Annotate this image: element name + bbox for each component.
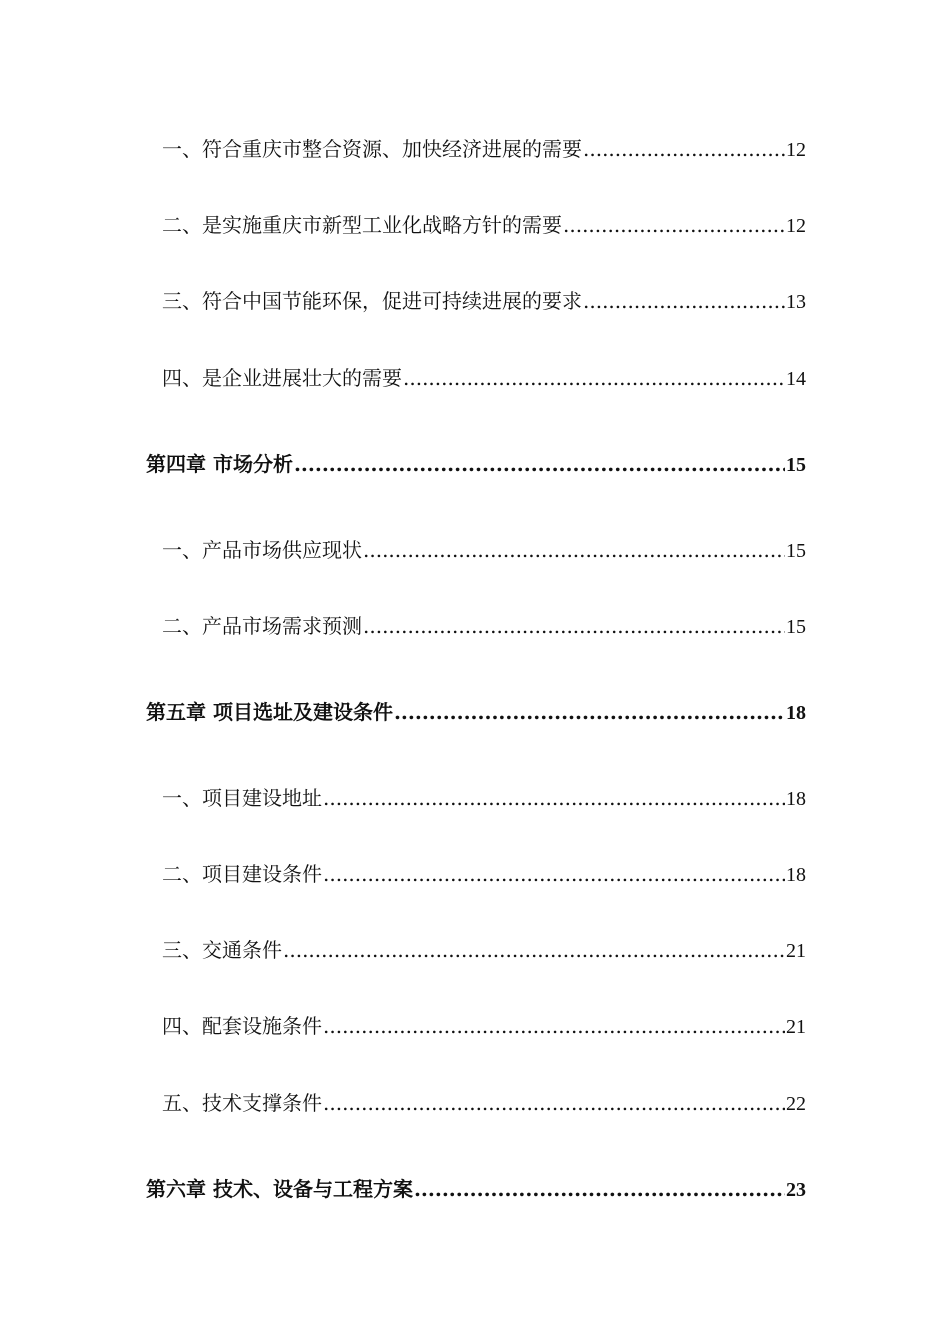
toc-entry[interactable] bbox=[162, 935, 806, 965]
toc-entry[interactable] bbox=[162, 535, 806, 565]
toc-dot-leader bbox=[294, 449, 785, 479]
toc-entry[interactable] bbox=[162, 1088, 806, 1118]
toc-entry[interactable] bbox=[162, 611, 806, 641]
toc-page-number: 21 bbox=[786, 1016, 806, 1038]
toc-page-number: 14 bbox=[786, 368, 806, 390]
toc-page-number: 22 bbox=[786, 1093, 806, 1115]
toc-page-number: 12 bbox=[786, 215, 806, 237]
toc-chapter-entry[interactable] bbox=[146, 449, 806, 479]
toc-dot-leader bbox=[323, 859, 785, 889]
toc-dot-leader bbox=[563, 210, 785, 240]
toc-entry[interactable] bbox=[162, 286, 806, 316]
toc-dot-leader bbox=[403, 363, 785, 393]
toc-entry-title: 一、符合重庆市整合资源、加快经济进展的需要 bbox=[162, 137, 582, 161]
toc-page-number: 15 bbox=[786, 540, 806, 562]
toc-entry-title: 三、符合中国节能环保，促进可持续进展的要求 bbox=[162, 289, 582, 313]
toc-entry[interactable] bbox=[162, 363, 806, 393]
toc-chapter-title: 第五章 项目选址及建设条件 bbox=[146, 700, 393, 724]
toc-page-number: 15 bbox=[786, 616, 806, 638]
toc-chapter-entry[interactable] bbox=[146, 1174, 806, 1204]
toc-entry[interactable] bbox=[162, 1011, 806, 1041]
toc-dot-leader bbox=[414, 1174, 785, 1204]
toc-entry[interactable] bbox=[162, 859, 806, 889]
toc-page-number: 21 bbox=[786, 940, 806, 962]
toc-page-number: 18 bbox=[786, 864, 806, 886]
toc-dot-leader bbox=[583, 134, 785, 164]
toc-entry-title: 五、技术支撑条件 bbox=[162, 1091, 322, 1115]
toc-entry[interactable] bbox=[162, 210, 806, 240]
toc-page-number: 13 bbox=[786, 291, 806, 313]
toc-entry-title: 一、产品市场供应现状 bbox=[162, 538, 362, 562]
toc-page-number: 18 bbox=[786, 788, 806, 810]
toc-page-number: 23 bbox=[786, 1179, 806, 1201]
toc-entry-title: 二、是实施重庆市新型工业化战略方针的需要 bbox=[162, 213, 562, 237]
toc-entry-title: 一、项目建设地址 bbox=[162, 786, 322, 810]
toc-chapter-title: 第四章 市场分析 bbox=[146, 452, 293, 476]
toc-entry-title: 三、交通条件 bbox=[162, 938, 282, 962]
toc-dot-leader bbox=[323, 1088, 785, 1118]
toc-page-number: 15 bbox=[786, 454, 806, 476]
toc-entry-title: 二、项目建设条件 bbox=[162, 862, 322, 886]
toc-dot-leader bbox=[363, 611, 785, 641]
toc-dot-leader bbox=[363, 535, 785, 565]
toc-entry-title: 四、配套设施条件 bbox=[162, 1014, 322, 1038]
toc-entry[interactable] bbox=[162, 783, 806, 813]
toc-entry-title: 四、是企业进展壮大的需要 bbox=[162, 366, 402, 390]
toc-chapter-entry[interactable] bbox=[146, 697, 806, 727]
toc-dot-leader bbox=[394, 697, 785, 727]
toc-entry-title: 二、产品市场需求预测 bbox=[162, 614, 362, 638]
toc-chapter-title: 第六章 技术、设备与工程方案 bbox=[146, 1177, 413, 1201]
toc-page-number: 18 bbox=[786, 702, 806, 724]
toc-page-number: 12 bbox=[786, 139, 806, 161]
toc-entry[interactable] bbox=[162, 134, 806, 164]
toc-dot-leader bbox=[283, 935, 785, 965]
toc-dot-leader bbox=[323, 1011, 785, 1041]
toc-dot-leader bbox=[583, 286, 785, 316]
toc-dot-leader bbox=[323, 783, 785, 813]
